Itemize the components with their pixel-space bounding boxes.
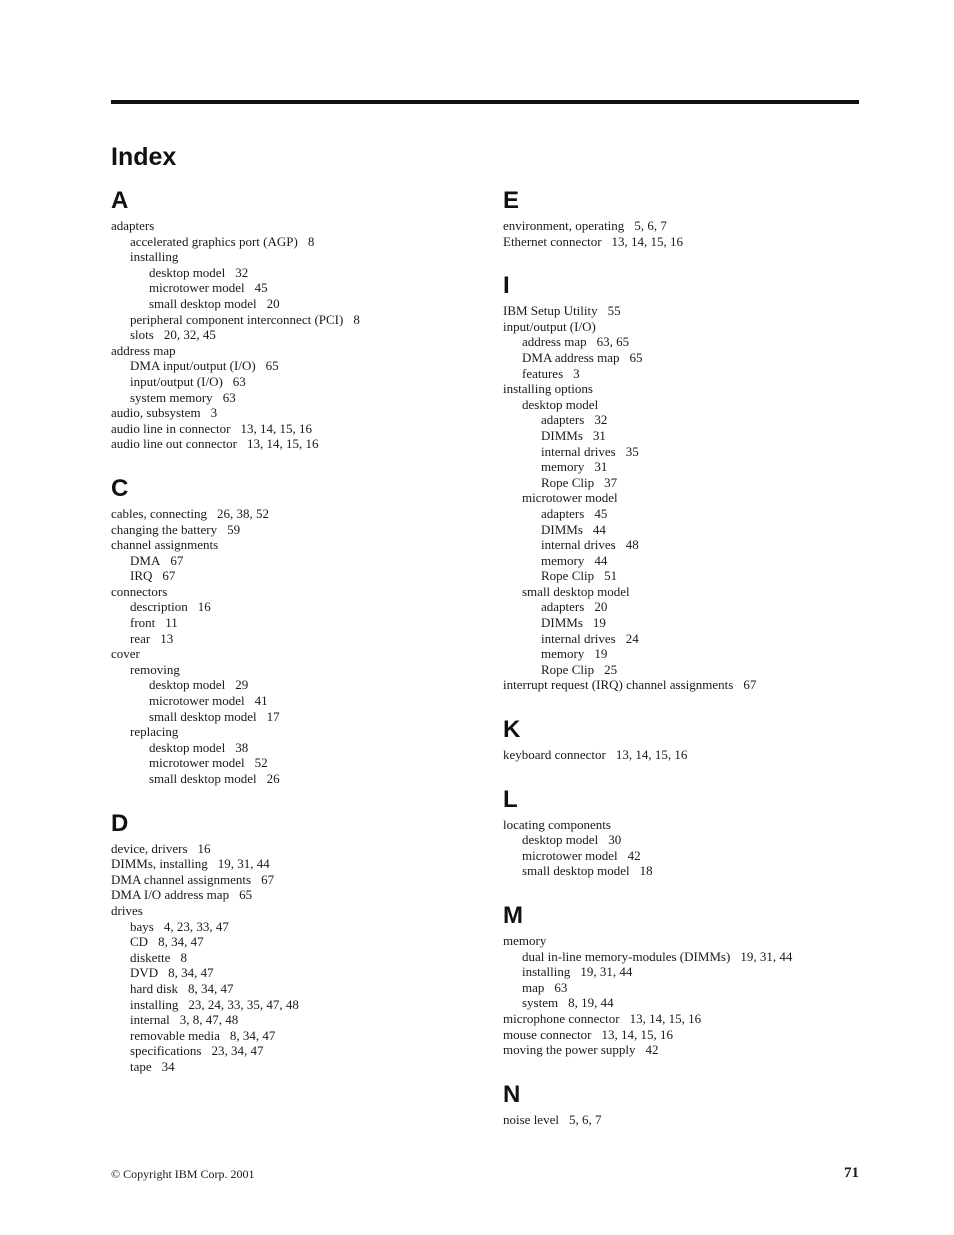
index-entry — [503, 350, 873, 366]
index-page-refs: 32 — [235, 264, 249, 280]
index-term: small desktop model — [522, 863, 630, 879]
index-entry — [503, 522, 873, 538]
index-term: internal drives — [541, 443, 616, 459]
index-entry — [111, 405, 481, 421]
index-term: DVD — [130, 965, 159, 981]
index-entry — [503, 553, 873, 569]
index-section-l — [503, 783, 873, 879]
section-letter: L — [503, 785, 518, 813]
index-section-k — [503, 713, 873, 763]
index-entry — [503, 980, 873, 996]
index-entry — [503, 646, 873, 662]
index-page-refs: 35 — [625, 443, 639, 459]
index-term: desktop model — [149, 677, 226, 693]
index-entry — [503, 506, 873, 522]
index-entry — [503, 677, 873, 693]
index-term: connectors — [111, 583, 168, 599]
index-page-refs: 19 — [592, 615, 606, 631]
index-entry — [111, 693, 481, 709]
index-page-refs: 17 — [266, 708, 280, 724]
index-term: adapters — [541, 412, 585, 428]
index-page-refs: 20, 32, 45 — [163, 327, 216, 343]
index-page-refs: 65 — [629, 349, 643, 365]
index-entry — [503, 832, 873, 848]
index-entry — [111, 506, 481, 522]
index-page-refs: 20 — [594, 599, 608, 615]
index-page-refs: 55 — [607, 303, 621, 319]
index-page-refs: 8 — [180, 949, 187, 965]
index-term: DMA — [130, 552, 161, 568]
index-page-refs: 8, 34, 47 — [168, 965, 214, 981]
section-letter: E — [503, 187, 520, 214]
index-entry — [503, 319, 873, 335]
index-term: adapters — [111, 218, 155, 233]
index-term: locating components — [503, 816, 611, 832]
index-term: small desktop model — [149, 295, 257, 311]
index-term: DIMMs, installing — [111, 856, 208, 872]
index-page-refs: 26 — [266, 771, 280, 786]
index-entry — [503, 817, 873, 833]
index-page-refs: 18 — [639, 863, 653, 879]
index-entry — [111, 724, 481, 740]
index-term: microtower model — [149, 280, 245, 296]
index-section-a — [111, 184, 481, 452]
index-term: slots — [130, 327, 154, 343]
index-term: Rope Clip — [541, 661, 595, 677]
index-term: device, drivers — [111, 840, 188, 856]
index-entry — [111, 553, 481, 569]
index-page-refs: 51 — [604, 568, 618, 584]
section-letter: M — [503, 902, 523, 929]
index-entry — [111, 997, 481, 1013]
index-term: DIMMs — [541, 615, 583, 631]
index-entry — [503, 475, 873, 491]
index-entry — [111, 856, 481, 872]
index-entry — [111, 677, 481, 693]
index-page-refs: 13, 14, 15, 16 — [629, 1010, 702, 1026]
index-entry — [503, 537, 873, 553]
index-term: hard disk — [130, 980, 179, 996]
index-page-refs: 38 — [235, 739, 249, 755]
index-page-refs: 25 — [604, 661, 618, 677]
index-term: audio line in connector — [111, 420, 231, 436]
index-term: internal — [130, 1012, 170, 1028]
index-entry — [111, 1059, 481, 1075]
index-entry — [111, 343, 481, 359]
index-term: memory — [541, 459, 585, 475]
index-term: address map — [111, 342, 176, 358]
index-entry — [503, 949, 873, 965]
index-page-refs: 59 — [227, 521, 241, 537]
index-column-right — [503, 184, 873, 1147]
index-term: memory — [541, 552, 585, 568]
index-page-refs: 13, 14, 15, 16 — [240, 420, 312, 436]
index-term: tape — [130, 1058, 152, 1074]
index-entry — [111, 903, 481, 919]
index-entry — [111, 390, 481, 406]
index-entry — [503, 747, 873, 763]
index-term: peripheral component interconnect (PCI) — [130, 311, 344, 327]
index-term: adapters — [541, 505, 585, 521]
index-entry — [111, 771, 481, 787]
index-entry — [503, 234, 873, 250]
index-entry — [111, 662, 481, 678]
index-entry — [111, 1028, 481, 1044]
index-page-refs: 8, 34, 47 — [229, 1027, 276, 1043]
index-term: DMA address map — [522, 349, 620, 365]
index-term: installing — [522, 964, 571, 980]
index-entry — [111, 755, 481, 771]
index-page-refs: 3 — [573, 365, 580, 381]
index-term: installing options — [503, 381, 593, 397]
index-section-c — [111, 472, 481, 787]
index-page-refs: 45 — [254, 280, 268, 296]
index-entry — [503, 615, 873, 631]
index-entry — [503, 568, 873, 584]
index-term: internal drives — [541, 630, 616, 646]
index-page-refs: 8 — [353, 311, 360, 327]
index-term: DMA input/output (I/O) — [130, 358, 256, 374]
index-entry — [111, 709, 481, 725]
index-term: DMA channel assignments — [111, 871, 252, 887]
index-entry — [111, 631, 481, 647]
index-term: microtower model — [522, 847, 618, 863]
index-entry — [111, 374, 481, 390]
index-term: map — [522, 979, 545, 995]
index-term: dual in-line memory-modules (DIMMs) — [522, 948, 731, 964]
index-page-refs: 30 — [608, 832, 622, 848]
index-page-refs: 19, 31, 44 — [740, 948, 793, 964]
index-page-refs: 13, 14, 15, 16 — [601, 1026, 673, 1042]
index-entry — [503, 459, 873, 475]
index-entry — [111, 1012, 481, 1028]
index-section-i — [503, 269, 873, 693]
index-term: description — [130, 599, 188, 615]
index-term: desktop model — [149, 739, 226, 755]
index-entry — [503, 584, 873, 600]
index-page-refs: 11 — [165, 615, 178, 631]
index-page-refs: 31 — [592, 427, 606, 443]
index-page-refs: 24 — [625, 630, 639, 646]
index-page-refs: 13, 14, 15, 16 — [247, 436, 319, 452]
section-letter: K — [503, 716, 521, 744]
index-term: adapters — [541, 599, 585, 615]
index-entry — [503, 1027, 873, 1043]
index-entry — [503, 218, 873, 234]
index-page-refs: 8 — [307, 233, 315, 249]
index-term: Ethernet connector — [503, 233, 602, 249]
index-page-refs: 67 — [743, 677, 757, 693]
index-page-refs: 45 — [594, 505, 608, 521]
index-term: microtower model — [149, 755, 245, 771]
page-title: Index — [111, 143, 177, 171]
section-letter: N — [503, 1080, 521, 1108]
section-letter: I — [503, 272, 510, 300]
index-entry — [503, 995, 873, 1011]
index-entry — [503, 366, 873, 382]
index-page-refs: 63, 65 — [596, 334, 630, 350]
index-entry — [503, 381, 873, 397]
index-term: memory — [541, 646, 585, 662]
index-page-refs: 44 — [592, 521, 606, 537]
index-term: audio line out connector — [111, 436, 237, 452]
index-entry — [503, 631, 873, 647]
index-section-e — [503, 184, 873, 249]
index-entry — [503, 397, 873, 413]
index-entry — [111, 436, 481, 452]
header-rule — [111, 100, 859, 104]
copyright-notice: © Copyright IBM Corp. 2001 — [111, 1167, 255, 1181]
index-page-refs: 41 — [254, 693, 268, 709]
index-entry — [503, 303, 873, 319]
index-term: specifications — [130, 1043, 202, 1059]
index-entry — [503, 334, 873, 350]
index-term: interrupt request (IRQ) channel assignments — [503, 677, 734, 693]
index-page-refs: 23, 24, 33, 35, 47, 48 — [188, 996, 299, 1012]
section-letter: D — [111, 809, 129, 837]
index-term: desktop model — [522, 396, 599, 412]
index-page-refs: 13, 14, 15, 16 — [615, 747, 688, 763]
index-entry — [503, 1042, 873, 1058]
index-term: cables, connecting — [111, 505, 208, 521]
index-section-d — [111, 807, 481, 1075]
index-term: DIMMs — [541, 427, 583, 443]
index-term: small desktop model — [149, 708, 257, 724]
index-page-refs: 63 — [554, 979, 568, 995]
index-term: Rope Clip — [541, 568, 595, 584]
index-entry — [111, 950, 481, 966]
index-entry — [111, 218, 481, 234]
index-entry — [111, 234, 481, 250]
index-entry — [111, 296, 481, 312]
index-entry — [111, 522, 481, 538]
index-term: diskette — [130, 949, 171, 965]
index-term: internal drives — [541, 537, 616, 553]
index-entry — [503, 848, 873, 864]
index-term: replacing — [130, 724, 179, 740]
index-page-refs: 19 — [594, 646, 608, 662]
index-term: IRQ — [130, 568, 153, 584]
index-entry — [111, 537, 481, 553]
index-page-refs: 29 — [235, 677, 249, 693]
index-entry — [503, 599, 873, 615]
index-term: moving the power supply — [503, 1042, 636, 1058]
index-term: features — [522, 365, 564, 381]
index-page-refs: 16 — [197, 599, 211, 615]
index-page-refs: 65 — [239, 887, 253, 903]
index-entry — [503, 428, 873, 444]
index-page-refs: 8, 34, 47 — [158, 934, 204, 950]
index-term: installing — [130, 249, 179, 265]
index-term: rear — [130, 630, 151, 646]
index-column-left — [111, 184, 481, 1095]
index-page-refs: 13, 14, 15, 16 — [611, 233, 684, 249]
index-entry — [111, 934, 481, 950]
index-term: IBM Setup Utility — [503, 303, 598, 319]
index-page-refs: 52 — [254, 755, 268, 771]
index-entry — [111, 421, 481, 437]
index-page-refs: 8, 19, 44 — [568, 995, 614, 1011]
index-term: microtower model — [522, 490, 618, 506]
index-term: DIMMs — [541, 521, 583, 537]
index-term: memory — [503, 933, 547, 948]
index-page-refs: 63 — [232, 373, 246, 389]
index-term: removable media — [130, 1027, 220, 1043]
index-term: channel assignments — [111, 537, 219, 553]
index-page-refs: 34 — [161, 1058, 175, 1074]
index-entry — [503, 412, 873, 428]
index-entry — [111, 358, 481, 374]
index-term: CD — [130, 934, 149, 950]
index-entry — [503, 490, 873, 506]
index-entry — [111, 599, 481, 615]
index-term: changing the battery — [111, 521, 218, 537]
index-entry — [111, 919, 481, 935]
index-page-refs: 19, 31, 44 — [217, 856, 270, 872]
index-term: desktop model — [522, 832, 599, 848]
index-term: address map — [522, 334, 587, 350]
index-term: environment, operating — [503, 218, 625, 233]
index-page-refs: 48 — [625, 537, 639, 553]
index-page-refs: 65 — [265, 358, 279, 374]
index-entry — [111, 327, 481, 343]
index-entry — [111, 249, 481, 265]
index-page-refs: 26, 38, 52 — [217, 505, 270, 521]
index-entry — [503, 933, 873, 949]
index-entry — [503, 964, 873, 980]
index-entry — [111, 740, 481, 756]
index-page-refs: 19, 31, 44 — [580, 964, 633, 980]
index-term: small desktop model — [522, 583, 630, 599]
index-term: DMA I/O address map — [111, 887, 230, 903]
index-entry — [111, 841, 481, 857]
index-entry — [503, 444, 873, 460]
index-entry — [111, 981, 481, 997]
index-entry — [111, 965, 481, 981]
index-page-refs: 3 — [210, 405, 218, 421]
index-entry — [111, 615, 481, 631]
index-page-refs: 20 — [266, 295, 280, 311]
index-entry — [111, 1043, 481, 1059]
index-entry — [503, 1011, 873, 1027]
index-entry — [111, 887, 481, 903]
index-page-refs: 8, 34, 47 — [188, 980, 234, 996]
index-entry — [503, 1112, 873, 1128]
index-term: accelerated graphics port (AGP) — [130, 233, 298, 249]
index-page-refs: 37 — [604, 474, 618, 490]
index-term: removing — [130, 661, 180, 677]
index-term: system — [522, 995, 559, 1011]
index-page-refs: 23, 34, 47 — [211, 1043, 264, 1059]
index-term: Rope Clip — [541, 474, 595, 490]
index-page-refs: 16 — [197, 840, 211, 856]
index-page-refs: 3, 8, 47, 48 — [179, 1012, 239, 1028]
index-page-refs: 42 — [645, 1042, 659, 1058]
index-page-refs: 67 — [170, 552, 184, 568]
index-entry — [503, 863, 873, 879]
index-term: system memory — [130, 389, 213, 405]
index-term: noise level — [503, 1111, 559, 1127]
index-page-refs: 67 — [162, 568, 176, 584]
index-page-refs: 5, 6, 7 — [634, 218, 667, 233]
index-page-refs: 32 — [594, 412, 608, 428]
index-term: drives — [111, 902, 143, 918]
index-term: audio, subsystem — [111, 405, 201, 421]
section-letter: C — [111, 474, 129, 502]
index-page-refs: 42 — [627, 847, 641, 863]
index-entry — [111, 872, 481, 888]
index-entry — [111, 584, 481, 600]
index-term: mouse connector — [503, 1026, 592, 1042]
index-entry — [111, 646, 481, 662]
index-page-refs: 13 — [160, 630, 174, 646]
index-page-refs: 67 — [261, 871, 275, 887]
index-entry — [111, 312, 481, 328]
index-term: input/output (I/O) — [503, 318, 596, 334]
index-page-refs: 44 — [594, 552, 608, 568]
index-term: front — [130, 615, 156, 631]
index-term: keyboard connector — [503, 747, 606, 763]
index-section-n — [503, 1078, 873, 1128]
index-entry — [111, 265, 481, 281]
index-term: small desktop model — [149, 771, 257, 786]
index-term: input/output (I/O) — [130, 373, 223, 389]
index-entry — [111, 568, 481, 584]
index-page-refs: 4, 23, 33, 47 — [163, 918, 229, 934]
index-page-refs: 31 — [594, 459, 608, 475]
index-entry — [111, 280, 481, 296]
index-term: installing — [130, 996, 179, 1012]
index-entry — [503, 662, 873, 678]
page-number: 71 — [844, 1165, 859, 1181]
index-page-refs: 5, 6, 7 — [568, 1111, 602, 1127]
index-term: desktop model — [149, 264, 226, 280]
index-term: microphone connector — [503, 1010, 620, 1026]
index-term: cover — [111, 646, 140, 662]
index-page-refs: 63 — [222, 389, 236, 405]
section-letter: A — [111, 187, 129, 214]
index-section-m — [503, 899, 873, 1058]
index-term: bays — [130, 918, 154, 934]
index-term: microtower model — [149, 693, 245, 709]
